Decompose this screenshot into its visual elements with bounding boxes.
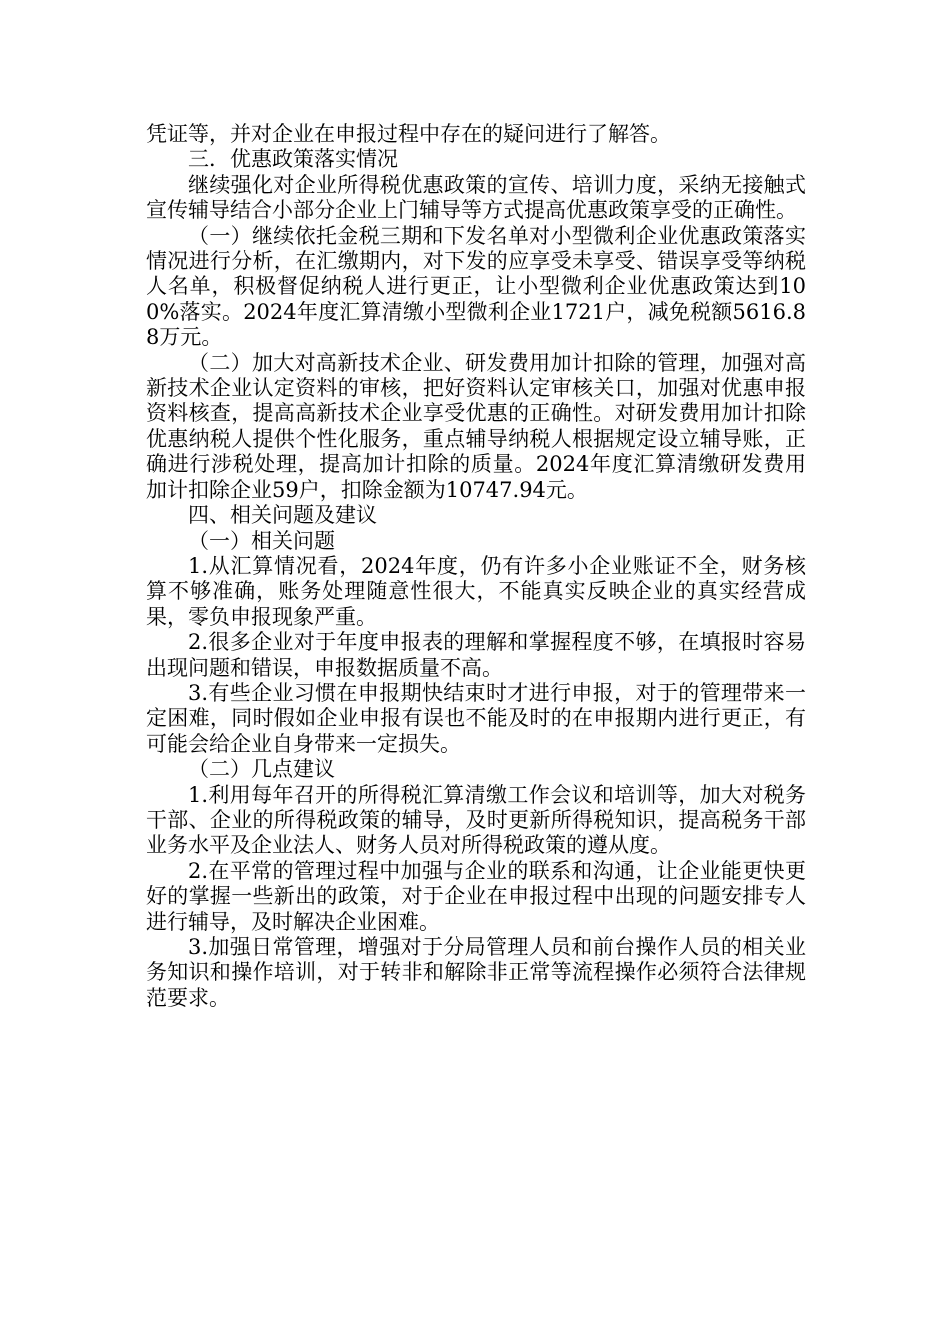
paragraph: （二）加大对高新技术企业、研发费用加计扣除的管理，加强对高新技术企业认定资料的审核，把好资料认定审核关口，加强对优惠申报资料核查，提高高新技术企业享受优惠的正确性。对研发费用加计扣除优惠纳税人提供个性化服务，重点辅导纳税人根据规定设立辅导账，正确进行涉税处理，提高加计扣除的质量。2024年度汇算清缴研发费用加计扣除企业59户，扣除金额为10747.94元。: [146, 350, 806, 502]
subsection-heading: （二）几点建议: [188, 757, 335, 782]
section-heading-3: 三．优惠政策落实情况: [188, 147, 398, 172]
paragraph: 继续强化对企业所得税优惠政策的宣传、培训力度，采纳无接触式宣传辅导结合小部分企业上门辅导等方式提高优惠政策享受的正确性。: [146, 172, 806, 223]
list-item: 2.在平常的管理过程中加强与企业的联系和沟通，让企业能更快更好的掌握一些新出的政策，对于企业在申报过程中出现的问题安排专人进行辅导，及时解决企业困难。: [146, 858, 806, 934]
list-item: 3.加强日常管理，增强对于分局管理人员和前台操作人员的相关业务知识和操作培训，对于转非和解除非正常等流程操作必须符合法律规范要求。: [146, 935, 806, 1010]
list-item: 2.很多企业对于年度申报表的理解和掌握程度不够，在填报时容易出现问题和错误，申报数据质量不高。: [146, 630, 806, 680]
document-body: [146, 122, 806, 1011]
list-item: 1.从汇算情况看，2024年度，仍有许多小企业账证不全，财务核算不够准确，账务处理随意性很大，不能真实反映企业的真实经营成果，零负申报现象严重。: [146, 553, 806, 629]
section-heading-4: 四、相关问题及建议: [188, 503, 377, 528]
paragraph-continuation: 凭证等，并对企业在申报过程中存在的疑问进行了解答。: [146, 122, 671, 146]
list-item: 1.利用每年召开的所得税汇算清缴工作会议和培训等，加大对税务干部、企业的所得税政策的辅导，及时更新所得税知识，提高税务干部业务水平及企业法人、财务人员对所得税政策的遵从度。: [146, 782, 806, 858]
list-item: 3.有些企业习惯在申报期快结束时才进行申报，对于的管理带来一定困难，同时假如企业申报有误也不能及时的在申报期内进行更正，有可能会给企业自身带来一定损失。: [146, 680, 806, 756]
subsection-heading: （一）相关问题: [188, 528, 335, 553]
paragraph: （一）继续依托金税三期和下发名单对小型微利企业优惠政策落实情况进行分析，在汇缴期内，对下发的应享受未享受、错误享受等纳税人名单，积极督促纳税人进行更正，让小型微利企业优惠政策达到100%落实。2024年度汇算清缴小型微利企业1721户，减免税额5616.88万元。: [146, 223, 806, 350]
